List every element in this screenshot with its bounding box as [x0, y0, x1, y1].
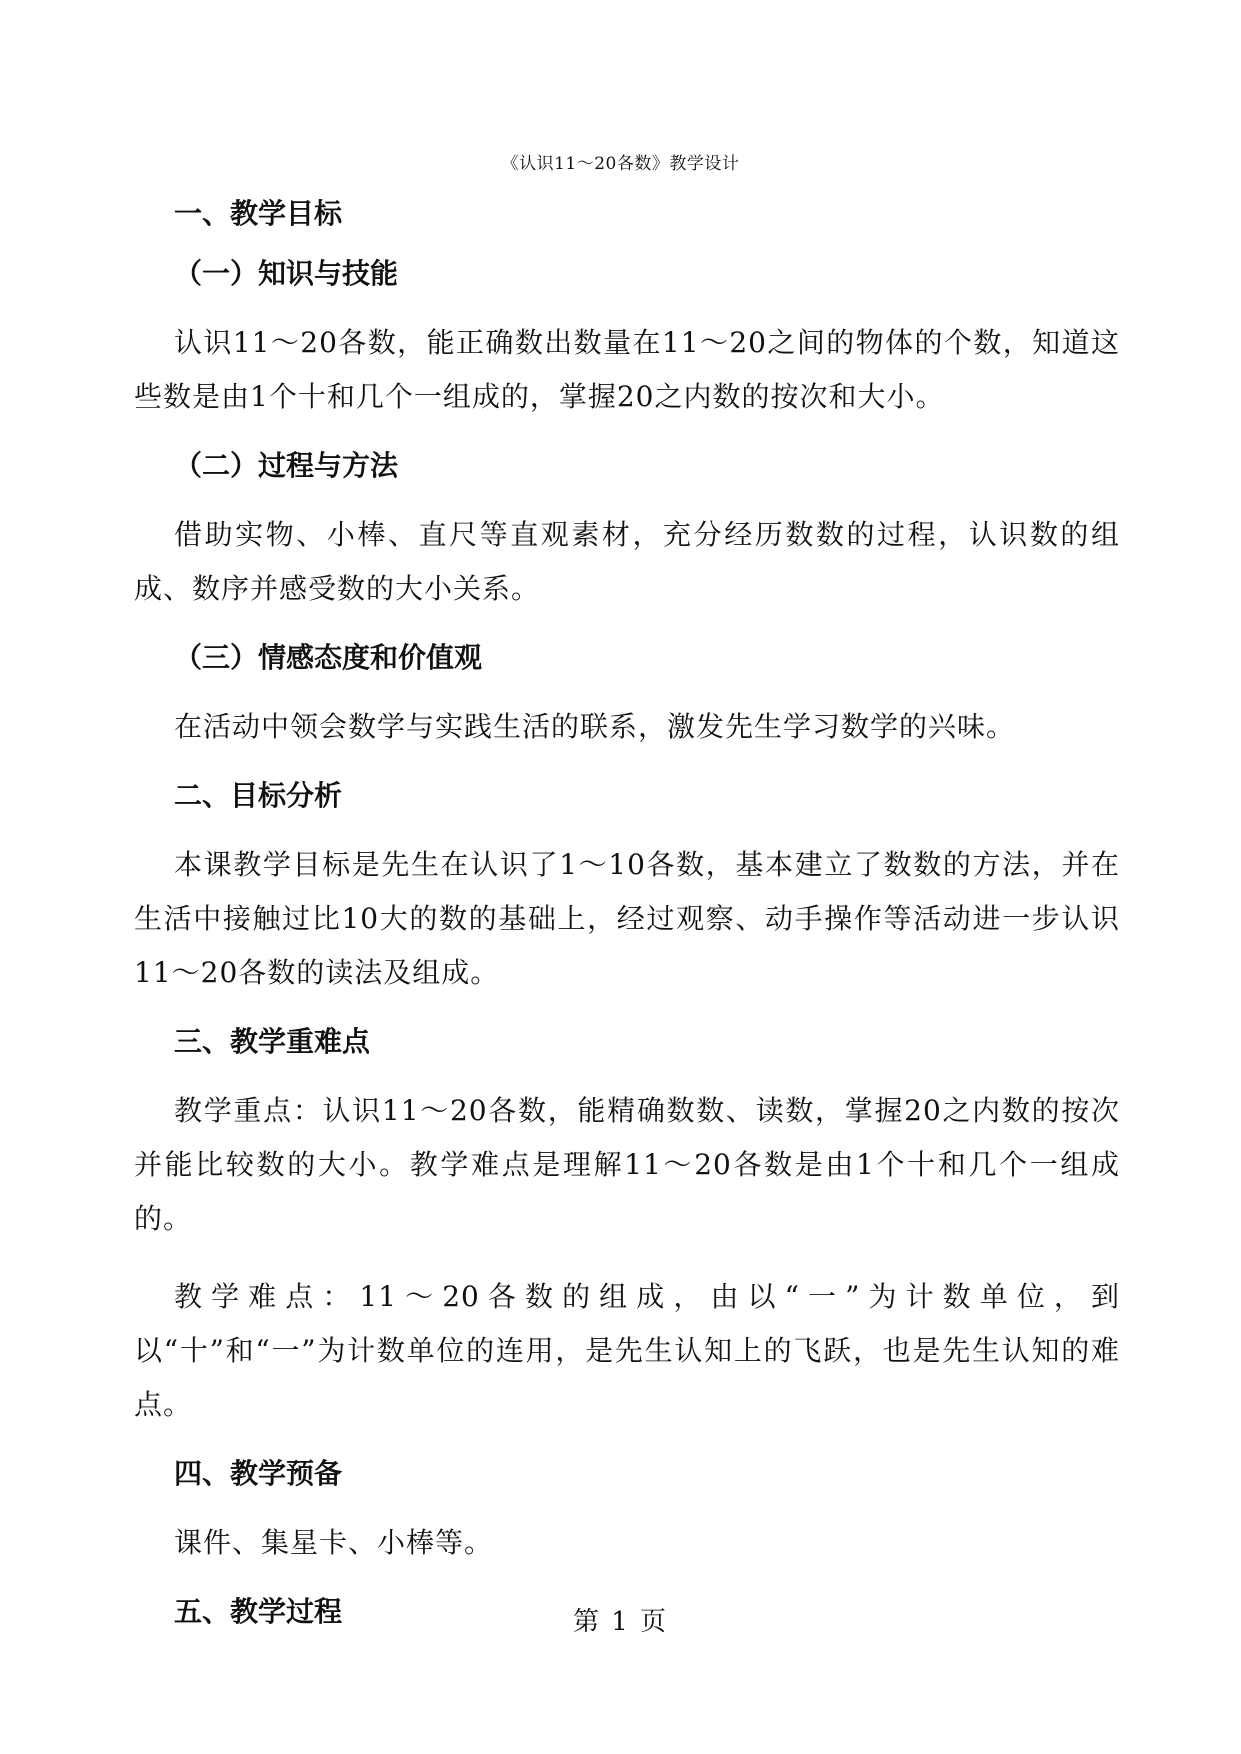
paragraph-key-points: 教学重点：认识11～20各数，能精确数数、读数，掌握20之内数的按次并能比较数的大小。教学难点是理解11～20各数是由1个十和几个一组成的。 [134, 1094, 1120, 1235]
section-heading-3: 三、教学重难点 [174, 1025, 371, 1058]
page-number: 第 1 页 [572, 1607, 669, 1637]
paragraph-goal-analysis: 本课教学目标是先生在认识了1～10各数，基本建立了数数的方法，并在生活中接触过比10大的数的基础上，经过观察、动手操作等活动进一步认识11～20各数的读法及组成。 [134, 848, 1120, 989]
paragraph-preparation: 课件、集星卡、小棒等。 [174, 1526, 494, 1559]
paragraph-process: 借助实物、小棒、直尺等直观素材，充分经历数数的过程，认识数的组成、数序并感受数的大小关系。 [134, 518, 1120, 605]
paragraph-knowledge: 认识11～20各数，能正确数出数量在11～20之间的物体的个数，知道这些数是由1个十和几个一组成的，掌握20之内数的按次和大小。 [134, 326, 1120, 413]
document-title: 《认识11～20各数》教学设计 [501, 154, 740, 174]
subsection-heading-process: （二）过程与方法 [174, 449, 399, 482]
subsection-heading-knowledge: （一）知识与技能 [174, 257, 399, 290]
section-heading-4: 四、教学预备 [174, 1457, 343, 1490]
section-heading-1: 一、教学目标 [174, 197, 343, 230]
paragraph-difficulties: 教学难点：11～20各数的组成，由以“一”为计数单位，到以“十”和“一”为计数单位的连用，是先生认知上的飞跃，也是先生认知的难点。 [134, 1280, 1120, 1421]
section-heading-5: 五、教学过程 [174, 1595, 343, 1628]
section-heading-2: 二、目标分析 [174, 779, 343, 812]
document-body [134, 196, 1120, 1630]
subsection-heading-values: （三）情感态度和价值观 [174, 641, 483, 674]
paragraph-values: 在活动中领会数学与实践生活的联系，激发先生学习数学的兴味。 [174, 710, 1016, 743]
